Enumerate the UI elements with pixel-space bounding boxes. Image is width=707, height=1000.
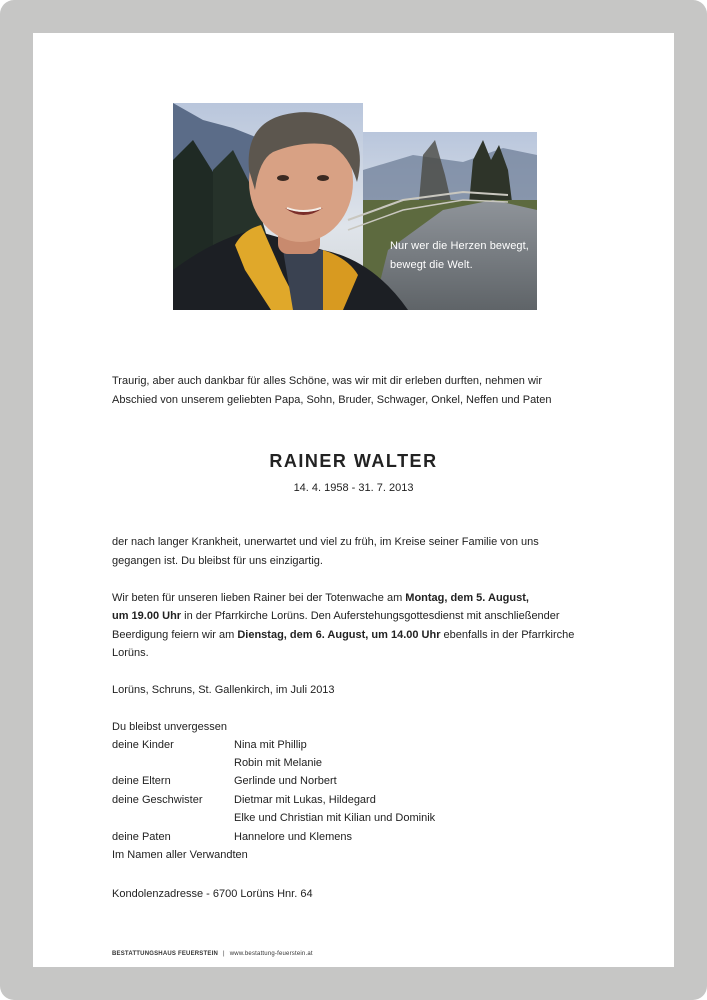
footer-url[interactable]: www.bestattung-feuerstein.at — [229, 951, 313, 957]
godparents-label: deine Paten — [112, 831, 171, 843]
relatives-line: Im Namen aller Verwandten — [112, 849, 248, 861]
wake-time: um 19.00 Uhr — [112, 610, 182, 622]
mourner-name: Elke und Christian mit Kilian und Dominik — [234, 812, 436, 824]
service-text: in der Pfarrkirche Lorüns. Den Auferstehungsgottesdienst mit anschließender — [181, 610, 560, 622]
parents-label: deine Eltern — [112, 775, 171, 787]
wake-date: Montag, dem 5. August, — [405, 592, 529, 604]
siblings-label: deine Geschwister — [112, 794, 203, 806]
mourner-name: Nina mit Phillip — [234, 739, 307, 751]
quote-line: bewegt die Welt. — [390, 259, 473, 271]
photo-quote — [390, 237, 529, 275]
quote-line: Nur wer die Herzen bewegt, — [390, 240, 529, 252]
service-text: Wir beten für unseren lieben Rainer bei der Totenwache am — [112, 592, 406, 604]
life-dates: 14. 4. 1958 - 31. 7. 2013 — [293, 482, 414, 494]
intro-line-2: Abschied von unserem geliebten Papa, Sohn, Bruder, Schwager, Onkel, Neffen und Paten — [112, 394, 552, 406]
service-line-3 — [112, 626, 574, 645]
body-line-1: der nach langer Krankheit, unerwartet und viel zu früh, im Kreise seiner Familie von uns — [112, 536, 539, 548]
deceased-name: RAINER WALTER — [269, 451, 438, 471]
mourner-name: Hannelore und Klemens — [234, 831, 353, 843]
place-date: Lorüns, Schruns, St. Gallenkirch, im Juli 2013 — [112, 684, 335, 696]
service-line-4: Lorüns. — [112, 647, 149, 659]
condolence-address: Kondolenzadresse - 6700 Lorüns Hnr. 64 — [112, 888, 313, 900]
children-label: deine Kinder — [112, 739, 174, 751]
mourner-name: Gerlinde und Norbert — [234, 775, 337, 787]
footer-separator: | — [222, 951, 225, 957]
footer-firm: BESTATTUNGSHAUS FEUERSTEIN — [112, 951, 218, 957]
service-line-2 — [112, 607, 560, 626]
footer — [112, 951, 313, 957]
funeral-date-time: Dienstag, dem 6. August, um 14.00 Uhr — [237, 629, 441, 641]
portrait-photo — [173, 100, 537, 310]
mourner-name: Robin mit Melanie — [234, 757, 323, 769]
obituary-page — [33, 33, 674, 967]
service-text: Beerdigung feiern wir am — [112, 629, 238, 641]
intro-line-1: Traurig, aber auch dankbar für alles Schöne, was wir mit dir erleben durften, nehmen wir — [112, 375, 543, 387]
service-line-1 — [112, 589, 529, 608]
body-line-2: gegangen ist. Du bleibst für uns einzigartig. — [112, 555, 323, 567]
mourner-name: Dietmar mit Lukas, Hildegard — [234, 794, 376, 806]
service-text: ebenfalls in der Pfarrkirche — [440, 629, 575, 641]
mourners-heading: Du bleibst unvergessen — [112, 721, 227, 733]
